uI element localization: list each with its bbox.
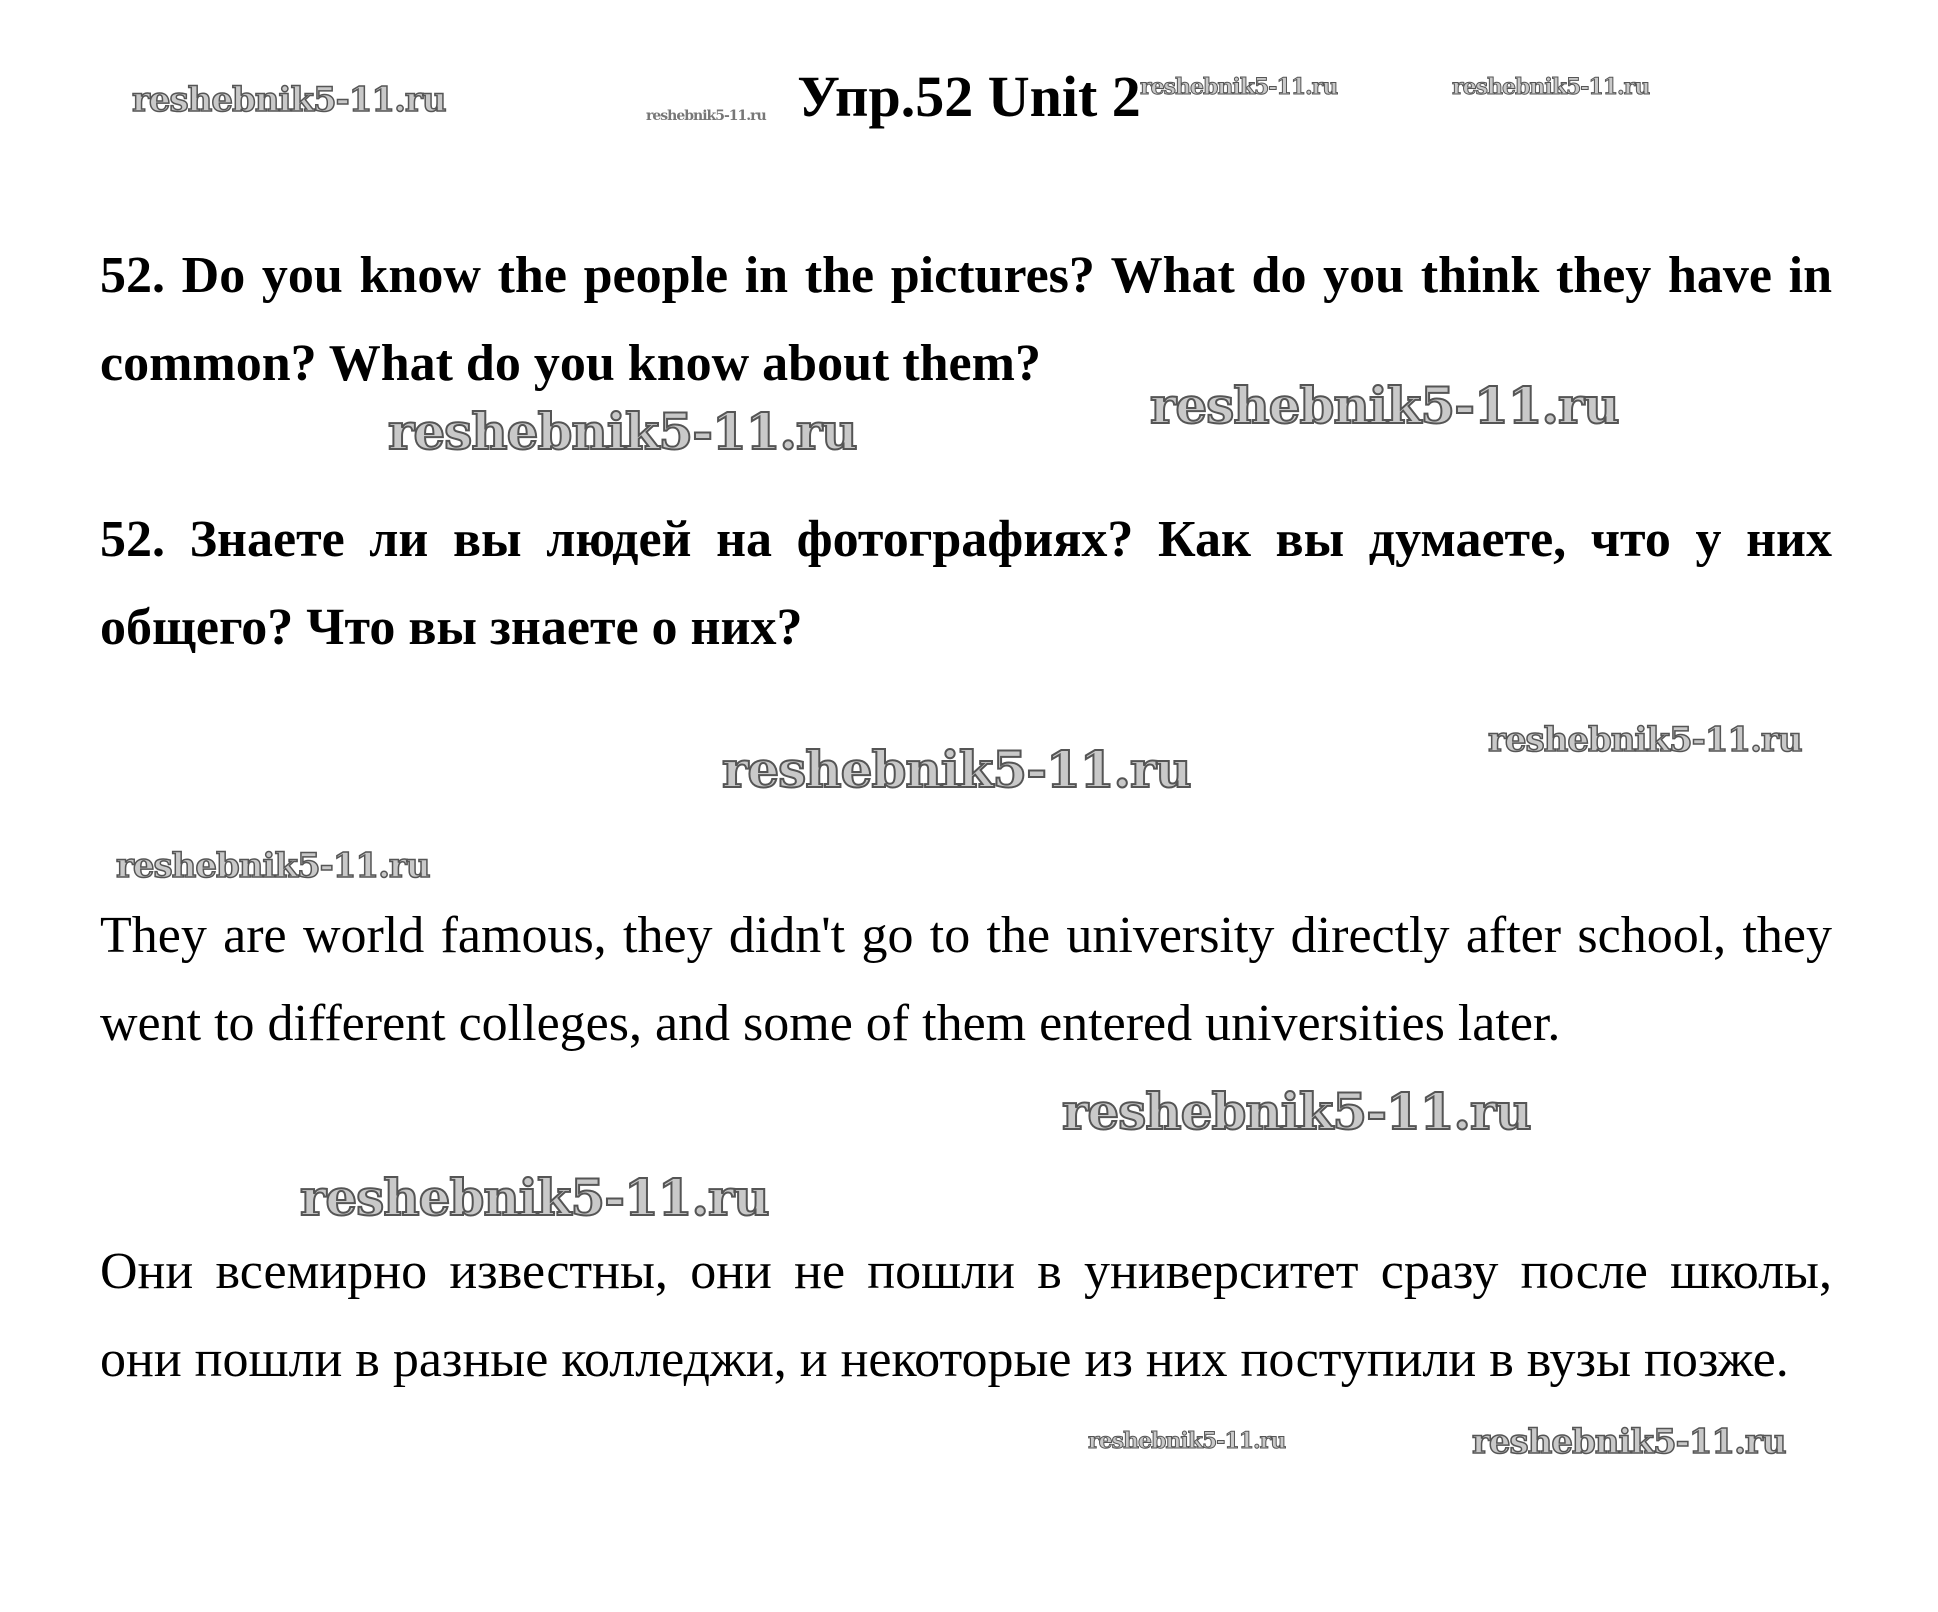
page-title: Упр.52 Unit 2 [797, 64, 1141, 129]
question-english: 52. Do you know the people in the pictures? What do you think they have in common? What do you know about them? [100, 247, 1832, 392]
watermark: reshebnik5-11.ru [722, 740, 1191, 799]
question-russian: 52. Знаете ли вы людей на фотографиях? Как вы думаете, что у них общего? Что вы знаете о них? [100, 511, 1832, 656]
answer-english: They are world famous, they didn't go to the university directly after school, they went to different colleges, and some of them entered universities later. [100, 907, 1832, 1052]
watermark: reshebnik5-11.ru [1472, 1422, 1786, 1462]
watermark: reshebnik5-11.ru [1150, 376, 1619, 435]
watermark: reshebnik5-11.ru [1088, 1428, 1286, 1454]
watermark: reshebnik5-11.ru [1488, 720, 1802, 760]
watermark: reshebnik5-11.ru [646, 108, 766, 124]
watermark: reshebnik5-11.ru [1062, 1082, 1531, 1141]
watermark: reshebnik5-11.ru [1140, 74, 1338, 100]
answer-russian: Они всемирно известны, они не пошли в университет сразу после школы, они пошли в разные колледжи, и некоторые из них поступили в вузы позже. [100, 1243, 1832, 1388]
watermark: reshebnik5-11.ru [132, 80, 446, 120]
watermark: reshebnik5-11.ru [1452, 74, 1650, 100]
watermark: reshebnik5-11.ru [300, 1168, 769, 1227]
watermark: reshebnik5-11.ru [116, 846, 430, 886]
watermark: reshebnik5-11.ru [388, 402, 857, 461]
